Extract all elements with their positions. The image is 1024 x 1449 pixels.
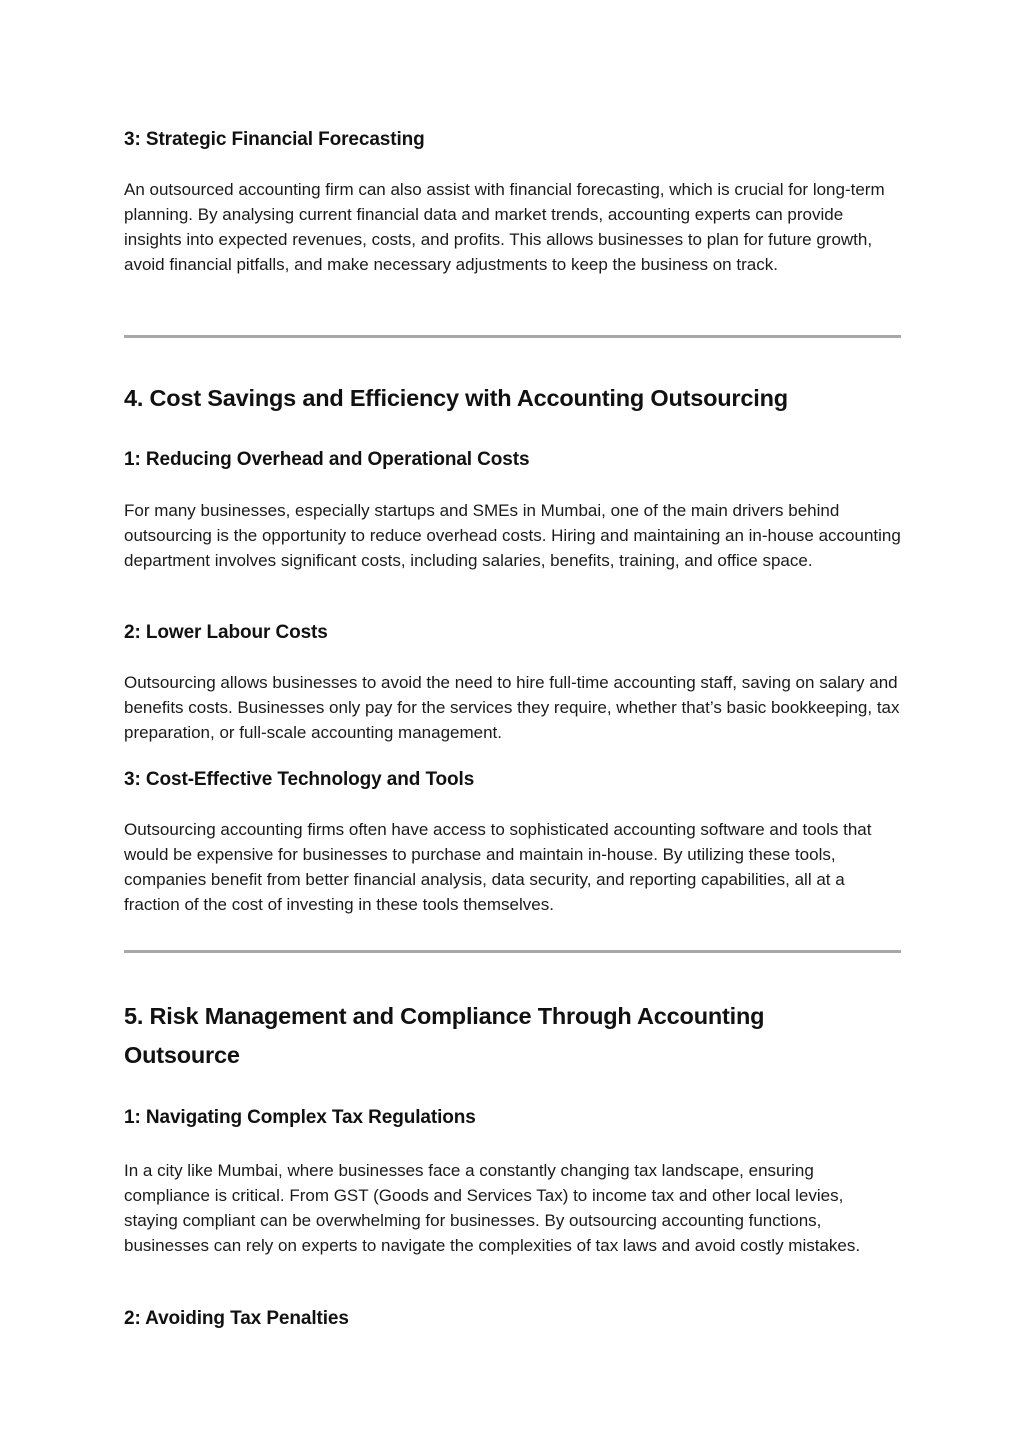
- subsection-reducing-overhead: [124, 448, 901, 472]
- subsection-avoiding-tax-penalties: [124, 1307, 901, 1331]
- paragraph-text: In a city like Mumbai, where businesses face a constantly changing tax landscape, ensuring compliance is critical. From GST (Goods and Services Tax) to income tax and other local levies, staying compliant can be overwhelming for businesses. By outsourcing accounting functions, businesses can rely on experts to navigate the complexities of tax laws and avoid costly mistakes.: [124, 1161, 861, 1255]
- paragraph-navigating-tax: [124, 1158, 901, 1258]
- subsection-lower-labour-costs: [124, 621, 901, 645]
- section-5-heading-wrap: [124, 997, 824, 1075]
- paragraph-forecasting: [124, 177, 901, 277]
- paragraph-cost-effective-technology: [124, 817, 901, 917]
- subsection-title: 1: Navigating Complex Tax Regulations: [124, 1107, 476, 1128]
- paragraph-lower-labour-costs: [124, 670, 901, 745]
- section-4-heading-wrap: [124, 379, 901, 418]
- subsection-cost-effective-technology: [124, 768, 901, 792]
- subsection-title: 2: Avoiding Tax Penalties: [124, 1308, 349, 1329]
- section-heading: 4. Cost Savings and Efficiency with Accounting Outsourcing: [124, 385, 788, 411]
- paragraph-text: For many businesses, especially startups and SMEs in Mumbai, one of the main drivers behind outsourcing is the opportunity to reduce overhead costs. Hiring and maintaining an in-house accounting department involves significant costs, including salaries, benefits, training, and office space.: [124, 501, 901, 570]
- section-heading: 5. Risk Management and Compliance Through Accounting Outsource: [124, 1003, 765, 1068]
- paragraph-text: Outsourcing accounting firms often have access to sophisticated accounting software and tools that would be expensive for businesses to purchase and maintain in-house. By utilizing these tools, companies benefit from better financial analysis, data security, and reporting capabilities, all at a fraction of the cost of investing in these tools themselves.: [124, 820, 872, 914]
- paragraph-reducing-overhead: [124, 498, 901, 573]
- subsection-title: 3: Strategic Financial Forecasting: [124, 129, 425, 150]
- paragraph-text: An outsourced accounting firm can also assist with financial forecasting, which is crucial for long-term planning. By analysing current financial data and market trends, accounting experts can provide insights into expected revenues, costs, and profits. This allows businesses to plan for future growth, avoid financial pitfalls, and make necessary adjustments to keep the business on track.: [124, 180, 885, 274]
- paragraph-text: Outsourcing allows businesses to avoid the need to hire full-time accounting staff, saving on salary and benefits costs. Businesses only pay for the services they require, whether that’s basic bookkeeping, tax preparation, or full-scale accounting management.: [124, 673, 900, 742]
- subsection-strategic-financial-forecasting: [124, 128, 901, 152]
- section-divider: [124, 950, 901, 953]
- subsection-title: 2: Lower Labour Costs: [124, 622, 328, 643]
- section-divider: [124, 335, 901, 338]
- subsection-title: 1: Reducing Overhead and Operational Costs: [124, 449, 530, 470]
- subsection-navigating-tax: [124, 1106, 901, 1130]
- subsection-title: 3: Cost-Effective Technology and Tools: [124, 769, 475, 790]
